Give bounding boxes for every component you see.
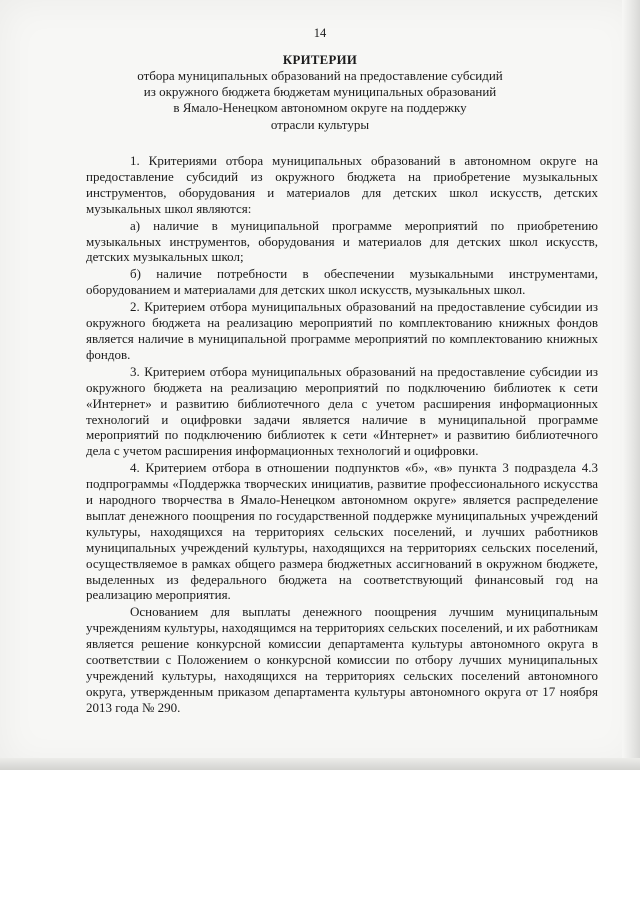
paragraph-4: 4. Критерием отбора в отношении подпунктов «б», «в» пункта 3 подраздела 4.3 подпрограммы «Поддержка творческих инициатив, развитие профессионального искусства и народного творчества в Ямало-Ненецком автономном округе» является распределение выплат денежного поощрения по государственной поддержке муниципальных учреждений культуры, находящихся на территориях сельских поселений, и лучших работников муниципальных учреждений культуры, находящихся на территориях сельских поселений, осуществляемое в рамках общего размера бюджетных ассигнований в окружном бюджете, выделенных из федерального бюджета на соответствующий финансовый год на реализацию мероприятия. bbox=[86, 460, 598, 603]
scan-edge-bottom bbox=[0, 758, 640, 770]
paragraph-basis: Основанием для выплаты денежного поощрения лучшим муниципальным учреждениям культуры, находящимся на территориях сельских поселений, и их работникам является решение конкурсной комиссии департамента культуры автономного округа в соответствии с Положением о конкурсной комиссии по отбору лучших муниципальных учреждений культуры, находящихся на территориях сельских поселений автономного округа, утвержденным приказом департамента культуры автономного округа от 17 ноября 2013 года № 290. bbox=[86, 604, 598, 715]
page-number: 14 bbox=[313, 26, 327, 40]
document-heading bbox=[70, 52, 570, 133]
subtitle-line: отбора муниципальных образований на предоставление субсидий bbox=[137, 68, 503, 83]
subtitle-line: из окружного бюджета бюджетам муниципальных образований bbox=[143, 84, 497, 100]
paragraph-1: 1. Критериями отбора муниципальных образований в автономном округе на предоставление субсидий из окружного бюджета на приобретение музыкальных инструментов, оборудования и материалов для детских школ искусств, детских музыкальных школ являются: bbox=[86, 153, 598, 216]
paragraph-2: 2. Критерием отбора муниципальных образований на предоставление субсидии из окружного бюджета на реализацию мероприятий по комплектованию книжных фондов является наличие в муниципальной программе мероприятий по комплектованию книжных фондов. bbox=[86, 299, 598, 362]
document-body bbox=[86, 153, 598, 716]
paragraph-1a: а) наличие в муниципальной программе мероприятий по приобретению музыкальных инструментов, оборудования и материалов для детских школ искусств, детских музыкальных школ; bbox=[86, 217, 598, 265]
document-title: КРИТЕРИИ bbox=[282, 53, 358, 67]
subtitle-line: в Ямало-Ненецком автономном округе на поддержку bbox=[173, 100, 467, 116]
subtitle-line: отрасли культуры bbox=[270, 116, 370, 132]
paragraph-3: 3. Критерием отбора муниципальных образований на предоставление субсидии из окружного бюджета на реализацию мероприятий по подключению библиотек к сети «Интернет» и развитию библиотечного дела с учетом расширения информационных технологий и оцифровки задачи является наличие в муниципальной программе мероприятий по подключению библиотек к сети «Интернет» и развитию библиотечного дела с учетом расширения информационных технологий и оцифровки. bbox=[86, 363, 598, 459]
paragraph-1b: б) наличие потребности в обеспечении музыкальными инструментами, оборудованием и материалами для детских школ искусств, музыкальных школ. bbox=[86, 266, 598, 298]
scan-edge-right bbox=[622, 0, 640, 768]
